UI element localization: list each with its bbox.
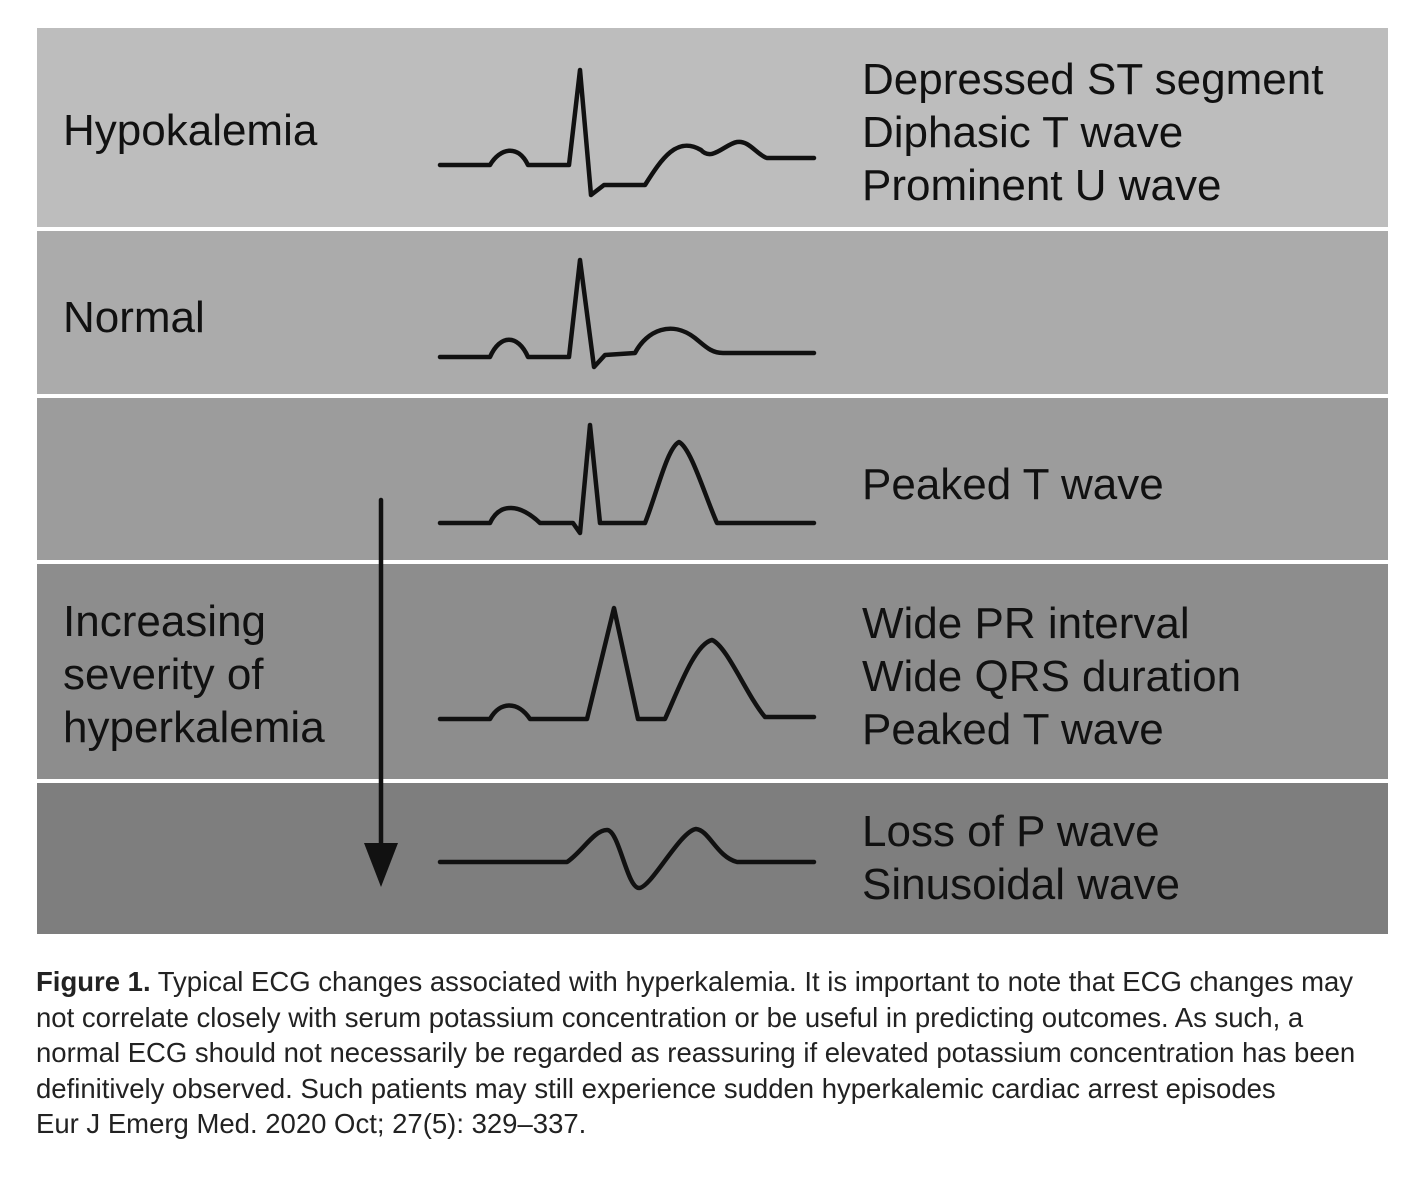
citation: Eur J Emerg Med. 2020 Oct; 27(5): 329–337. (36, 1108, 587, 1139)
severity-arrowhead (364, 843, 398, 887)
figure-caption (36, 964, 1386, 1142)
ecg-trace-normal (440, 260, 814, 367)
band-label-severity: Increasing severity of hyperkalemia (63, 597, 325, 752)
ecg-trace-wide-qrs (440, 608, 814, 719)
ecg-trace-sinusoidal (440, 829, 814, 888)
band-description-peaked-t: Peaked T wave (862, 460, 1164, 509)
ecg-trace-hypokalemia (440, 70, 814, 195)
caption-text: Typical ECG changes associated with hyperkalemia. It is important to note that ECG changes may not correlate closely with serum potassium concentration or be useful in predicting outcomes. As such, a normal ECG should not necessarily be regarded as reassuring if elevated potassium concentration has been definitively observed. Such patients may still experience sudden hyperkalemic cardiac arrest episodes (36, 966, 1356, 1104)
band-description-sinusoidal: Loss of P wave Sinusoidal wave (862, 807, 1180, 909)
ecg-trace-peaked-t (440, 425, 814, 533)
band-description-hypokalemia: Depressed ST segment Diphasic T wave Prominent U wave (862, 55, 1324, 210)
figure-number: Figure 1. (36, 966, 151, 997)
ecg-traces-overlay (37, 28, 1388, 934)
band-label-hypokalemia: Hypokalemia (63, 106, 318, 155)
band-description-wide-qrs: Wide PR interval Wide QRS duration Peaked T wave (862, 599, 1242, 754)
ecg-figure (37, 28, 1388, 934)
band-label-normal: Normal (63, 293, 205, 342)
